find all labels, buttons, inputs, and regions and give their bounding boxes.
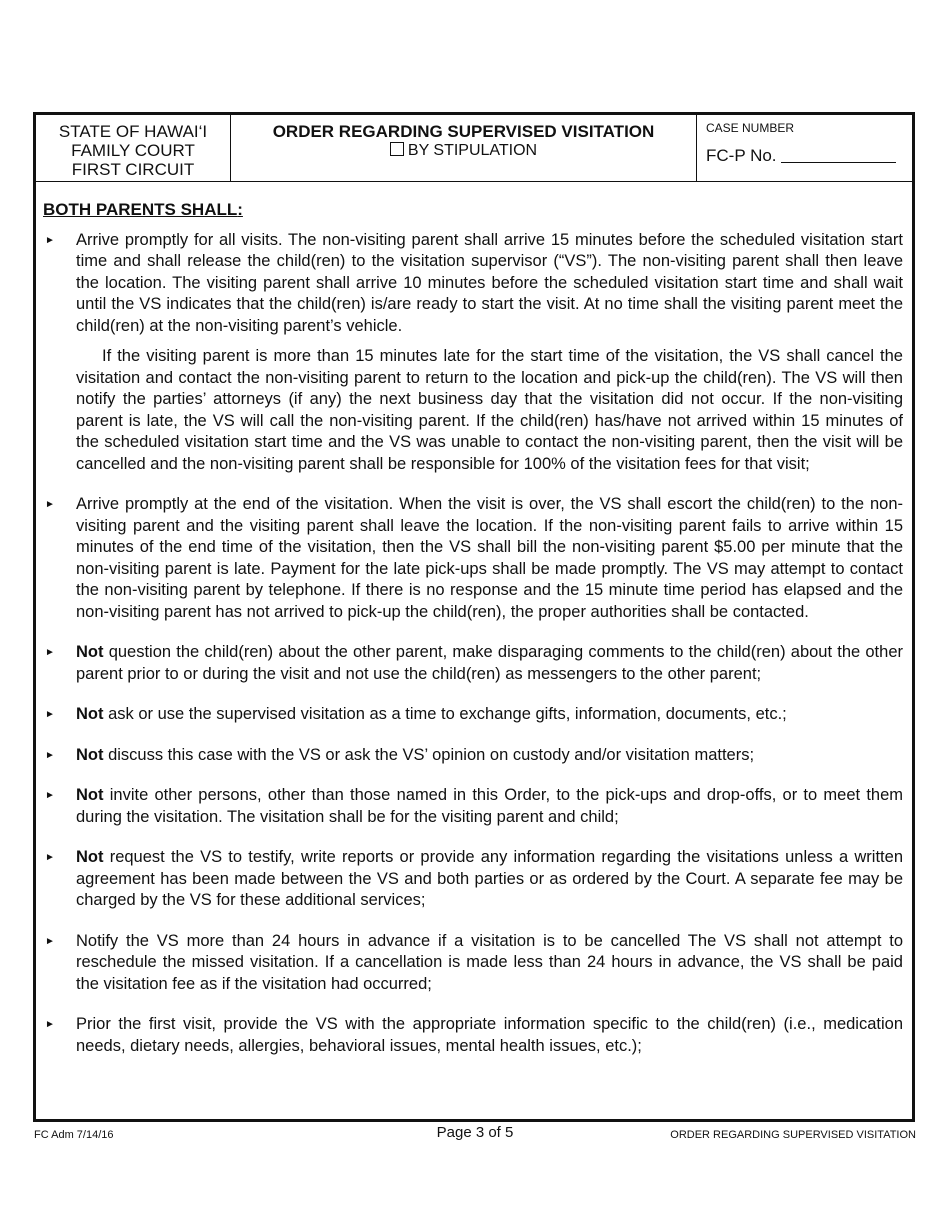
item-text: [76, 785, 903, 828]
list-item: [43, 704, 903, 726]
list-item: [43, 230, 903, 476]
item-text: If the visiting parent is more than 15 minutes late for the start time of the visitation, the VS shall cancel the visitation and contact the non-visiting parent to return to the location and pick-up the child(ren). The VS will then notify the parties’ attorneys (if any) the next business day that the visitation did not occur. If the non-visiting parent is late, the VS will call the non-visiting parent. If the child(ren) has/have not arrived within 15 minutes of the scheduled visitation start time and the VS was unable to contact the non-visiting parent, then the visit will be cancelled and the non-visiting parent shall be responsible for 100% of the visitation fees for that visit;: [76, 347, 903, 473]
court-line-circuit: FIRST CIRCUIT: [71, 160, 195, 179]
court-line-state: STATE OF HAWAI‘I: [58, 122, 208, 141]
bullet-triangle-icon: ►: [45, 852, 55, 863]
list-item: [43, 745, 903, 767]
stipulation-checkbox[interactable]: [390, 142, 404, 156]
bullet-triangle-icon: ►: [45, 935, 55, 947]
court-caption: [36, 115, 231, 181]
item-bold-lead: Not: [76, 745, 104, 764]
list-item: [43, 847, 903, 912]
case-number-box: [697, 115, 912, 181]
fcp-number-blank[interactable]: [781, 162, 896, 163]
item-bold-lead: Not: [76, 848, 104, 866]
list-item: [43, 494, 903, 623]
bullet-triangle-icon: ►: [45, 790, 55, 801]
form-frame: [33, 112, 915, 1122]
item-text: [76, 847, 903, 912]
bullet-triangle-icon: ►: [45, 499, 55, 510]
item-text-rest: ask or use the supervised visitation as a time to exchange gifts, information, documents, etc.;: [103, 705, 787, 723]
stipulation-option: [231, 141, 696, 160]
section-heading: [43, 199, 903, 221]
bullet-triangle-icon: ►: [45, 1019, 55, 1030]
fcp-label: FC-P No.: [706, 146, 777, 165]
page-number: Page 3 of 5: [436, 1124, 514, 1141]
footer-form-title: ORDER REGARDING SUPERVISED VISITATION: [670, 1129, 916, 1141]
bullet-triangle-icon: ►: [45, 234, 55, 246]
section-heading-text: BOTH PARENTS SHALL: [43, 200, 238, 219]
order-title: ORDER REGARDING SUPERVISED VISITATION: [272, 122, 655, 141]
bullet-triangle-icon: ►: [45, 647, 55, 658]
form-id: FC Adm 7/14/16: [34, 1129, 114, 1141]
item-text-rest: question the child(ren) about the other parent, make disparaging comments to the child(ren) about the other parent prior to or during the visit and not use the child(ren) as messengers to the other parent;: [76, 643, 903, 683]
item-text: [76, 704, 903, 726]
list-item: [43, 931, 903, 996]
item-bold-lead: Not: [76, 643, 104, 661]
list-item: [43, 785, 903, 828]
item-text-rest: discuss this case with the VS or ask the VS’ opinion on custody and/or visitation matters;: [103, 745, 755, 764]
item-bold-lead: Not: [76, 786, 104, 804]
stipulation-label: BY STIPULATION: [407, 142, 538, 159]
case-number-label: CASE NUMBER: [706, 121, 795, 135]
item-bold-lead: Not: [76, 705, 104, 723]
form-header: [36, 115, 912, 182]
item-text: [76, 745, 903, 767]
order-body: [43, 199, 903, 1057]
item-text-rest: request the VS to testify, write reports or provide any information regarding the visitations unless a written agreement has been made between the VS and both parties or as ordered by the Court. A separate fee may be charged by the VS for these additional services;: [76, 848, 903, 909]
item-text-rest: invite other persons, other than those named in this Order, to the pick-ups and drop-offs, or to meet them during the visitation. The visitation shall be for the visiting parent and child;: [76, 786, 903, 826]
item-text: Notify the VS more than 24 hours in advance if a visitation is to be cancelled The VS shall not attempt to reschedule the missed visitation. If a cancellation is made less than 24 hours in advance, the VS shall be paid the visitation fee as if the visitation had occurred;: [76, 931, 903, 993]
item-text: Arrive promptly at the end of the visitation. When the visit is over, the VS shall escort the child(ren) to the non-visiting parent and the visiting parent shall leave the location. If the non-visiting parent fails to arrive within 15 minutes of the end time of the visitation, then the VS shall bill the non-visiting parent $5.00 per minute that the non-visiting parent is late. Payment for the late pick-ups shall be made promptly. The VS may attempt to contact the non-visiting parent by telephone. If there is no response and the 15 minute time period has elapsed and the non-visiting parent has not arrived to pick-up the child(ren), the proper authorities shall be contacted.: [76, 495, 903, 621]
bullet-triangle-icon: ►: [45, 749, 55, 761]
list-item: [43, 1014, 903, 1057]
fcp-number-field: [706, 146, 912, 166]
bullet-triangle-icon: ►: [45, 709, 55, 720]
list-item: [43, 642, 903, 685]
item-text: Prior the first visit, provide the VS with the appropriate information specific to the child(ren) (i.e., medication needs, dietary needs, allergies, behavioral issues, mental health issues, etc.);: [76, 1015, 903, 1055]
section-heading-colon: :: [237, 200, 243, 219]
order-caption: [231, 115, 697, 181]
item-text: [76, 642, 903, 685]
item-text: Arrive promptly for all visits. The non-visiting parent shall arrive 15 minutes before the scheduled visitation start time and shall release the child(ren) to the visitation supervisor (“VS”). The non-visiting parent shall then leave the location. The visiting parent shall arrive 10 minutes before the scheduled visitation start time and shall wait until the VS indicates that the child(ren) is/are ready to start the visit. At no time shall the visiting parent meet the child(ren) at the non-visiting parent’s vehicle.: [76, 230, 903, 335]
page-footer: [34, 1126, 916, 1146]
court-line-family: FAMILY COURT: [71, 141, 195, 160]
